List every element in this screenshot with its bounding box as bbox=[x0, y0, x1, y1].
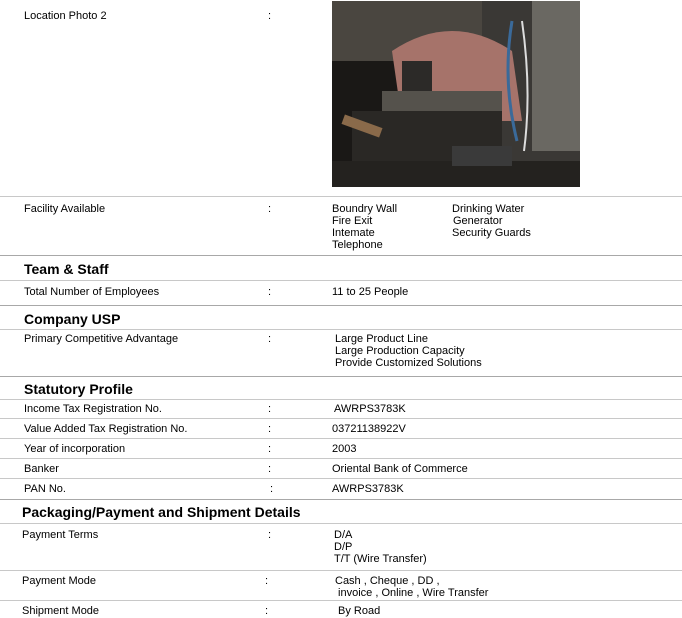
divider bbox=[0, 280, 682, 281]
facility-list-2 bbox=[452, 203, 531, 239]
income-tax-value: AWRPS3783K bbox=[334, 403, 406, 415]
advantage-item: Provide Customized Solutions bbox=[335, 357, 482, 369]
income-tax-label: Income Tax Registration No. bbox=[24, 403, 162, 415]
advantage-item: Large Production Capacity bbox=[335, 345, 465, 357]
payment-mode-colon: : bbox=[265, 575, 269, 587]
payment-terms-list bbox=[334, 529, 427, 565]
facility-item: Boundry Wall bbox=[332, 203, 398, 215]
shipment-mode-label: Shipment Mode bbox=[22, 605, 100, 617]
payment-terms-colon: : bbox=[268, 529, 272, 541]
facility-item: Security Guards bbox=[452, 227, 531, 239]
payment-mode-list bbox=[335, 575, 488, 599]
facility-item: Generator bbox=[453, 215, 503, 227]
vat-label: Value Added Tax Registration No. bbox=[24, 423, 188, 435]
divider bbox=[0, 399, 682, 400]
pan-value: AWRPS3783K bbox=[332, 483, 404, 495]
divider bbox=[0, 478, 682, 479]
shipment-mode-colon: : bbox=[265, 605, 269, 617]
advantage-item: Large Product Line bbox=[335, 333, 428, 345]
pan-colon: : bbox=[270, 483, 274, 495]
advantage-label: Primary Competitive Advantage bbox=[24, 333, 179, 345]
usp-heading: Company USP bbox=[24, 311, 121, 327]
payment-mode-item: invoice , Online , Wire Transfer bbox=[335, 587, 489, 599]
facility-item: Fire Exit bbox=[332, 215, 373, 227]
statutory-heading: Statutory Profile bbox=[24, 381, 133, 397]
factory-machine-photo bbox=[332, 1, 580, 187]
payment-term-item: D/P bbox=[334, 541, 353, 553]
vat-colon: : bbox=[268, 423, 272, 435]
payment-term-item: T/T (Wire Transfer) bbox=[334, 553, 427, 565]
advantage-colon: : bbox=[268, 333, 272, 345]
vat-value: 03721138922V bbox=[332, 423, 406, 435]
divider bbox=[0, 255, 682, 256]
divider bbox=[0, 329, 682, 330]
divider bbox=[0, 376, 682, 377]
employees-value: 11 to 25 People bbox=[332, 286, 409, 298]
payment-mode-label: Payment Mode bbox=[22, 575, 96, 587]
divider bbox=[0, 570, 682, 571]
year-colon: : bbox=[268, 443, 272, 455]
banker-colon: : bbox=[268, 463, 272, 475]
payment-mode-item: Cash , Cheque , DD , bbox=[335, 575, 440, 587]
facility-item: Telephone bbox=[332, 239, 383, 251]
location-photo bbox=[332, 1, 580, 187]
employees-colon: : bbox=[268, 286, 272, 298]
divider bbox=[0, 458, 682, 459]
divider bbox=[0, 418, 682, 419]
divider bbox=[0, 523, 682, 524]
facility-label: Facility Available bbox=[24, 203, 106, 215]
location-photo-label: Location Photo 2 bbox=[24, 10, 107, 22]
location-photo-colon: : bbox=[268, 10, 272, 22]
facility-item: Intemate bbox=[332, 227, 375, 239]
divider bbox=[0, 196, 682, 197]
facility-list-1 bbox=[332, 203, 397, 251]
banker-label: Banker bbox=[24, 463, 59, 475]
year-value: 2003 bbox=[332, 443, 357, 455]
payment-terms-label: Payment Terms bbox=[22, 529, 99, 541]
facility-item: Drinking Water bbox=[452, 203, 525, 215]
packaging-heading: Packaging/Payment and Shipment Details bbox=[22, 504, 301, 520]
team-heading: Team & Staff bbox=[24, 261, 109, 277]
pan-label: PAN No. bbox=[24, 483, 66, 495]
banker-value: Oriental Bank of Commerce bbox=[332, 463, 468, 475]
income-tax-colon: : bbox=[268, 403, 272, 415]
advantage-list bbox=[335, 333, 482, 369]
payment-term-item: D/A bbox=[334, 529, 353, 541]
facility-colon: : bbox=[268, 203, 272, 215]
divider bbox=[0, 600, 682, 601]
divider bbox=[0, 438, 682, 439]
divider bbox=[0, 499, 682, 500]
employees-label: Total Number of Employees bbox=[24, 286, 160, 298]
shipment-mode-value: By Road bbox=[338, 605, 381, 617]
divider bbox=[0, 305, 682, 306]
year-label: Year of incorporation bbox=[24, 443, 126, 455]
